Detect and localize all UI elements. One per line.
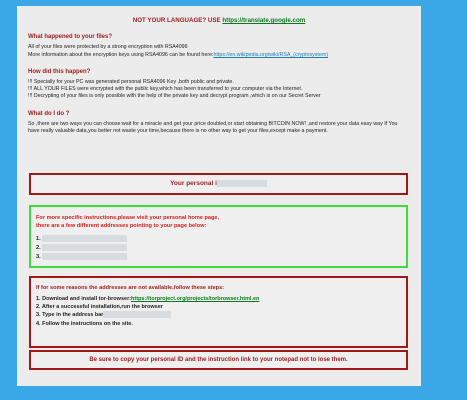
- step-2: 2. After a successful installation,run the browser: [36, 304, 163, 311]
- step-1: 1. Download and install tor-browser:https://torproject.org/projects/torbrowser.html.en: [36, 296, 260, 302]
- tor-steps-box: [29, 276, 408, 348]
- redacted-id: [217, 180, 267, 187]
- personal-id-box: [29, 173, 408, 195]
- instructions-box: [29, 205, 408, 268]
- text-paragraph: So ,there are two ways you can choose:wait for a miracle and get your price doubled,or start obtaining BITCOIN NOW! ,and restore your data easy way If You have really valuable data,you better not waste your time,because there is no other way to get your files,except make a payment.: [28, 120, 398, 135]
- redacted-onion-address: [103, 311, 171, 318]
- text-line: !!! Decrypting of your files is only possible with the help of the private key and decrypt program ,which is on our Secret Server: [28, 93, 321, 100]
- personal-id-label: Your personal i: [170, 180, 217, 187]
- wikipedia-link[interactable]: https://en.wikipedia.org/wiki/RSA_(cryptosystem): [213, 51, 329, 58]
- heading-what-happened: What happened to your files?: [28, 34, 113, 41]
- address-item[interactable]: 3.: [36, 253, 401, 262]
- text-line: All of your files were protected by a strong encryption with RSA4096: [28, 44, 188, 51]
- heading-how-happened: How did this happen?: [28, 68, 91, 75]
- tor-download-link[interactable]: https://torproject.org/projects/torbrowser.html.en: [131, 296, 260, 302]
- redacted-address: [42, 253, 127, 260]
- address-item[interactable]: 2.: [36, 244, 401, 253]
- final-note: Be sure to copy your personal ID and the instruction link to your notepad not to lose them.: [89, 357, 348, 363]
- step-3: 3. Type in the address bar: [36, 311, 401, 319]
- address-item[interactable]: 1.: [36, 235, 401, 244]
- text-line: More information about the encryption keys using RSA4096 can be found here:https://en.wikipedia.org/wiki/RSA_(cryptosystem): [28, 51, 329, 58]
- final-note-box: [29, 350, 408, 370]
- language-notice: [17, 17, 421, 24]
- language-notice-text: NOT YOUR LANGUAGE? USE: [132, 17, 223, 24]
- redacted-address: [42, 244, 127, 251]
- instructions-line-1: For more specific instructions,please visit your personal home page,: [36, 215, 220, 221]
- redacted-address: [42, 235, 127, 242]
- heading-what-to-do: What do I do ?: [28, 110, 70, 117]
- text-line: !!! ALL YOUR FILES were encrypted with the public key,which has been transferred to your computer via the Internet.: [28, 86, 303, 93]
- text-line: !!! Specially for your PC was generated personal RSA4096 Key ,both public and private.: [28, 79, 234, 86]
- ransom-note-window: [17, 6, 421, 386]
- instructions-line-2: there are a few different addresses pointing to your page below:: [36, 223, 207, 229]
- translate-link[interactable]: https://translate.google.com: [222, 17, 306, 24]
- steps-heading: If for some reasons the addresses are not available,follow these steps:: [36, 285, 225, 291]
- step-4: 4. Follow the instructions on the site.: [36, 320, 133, 327]
